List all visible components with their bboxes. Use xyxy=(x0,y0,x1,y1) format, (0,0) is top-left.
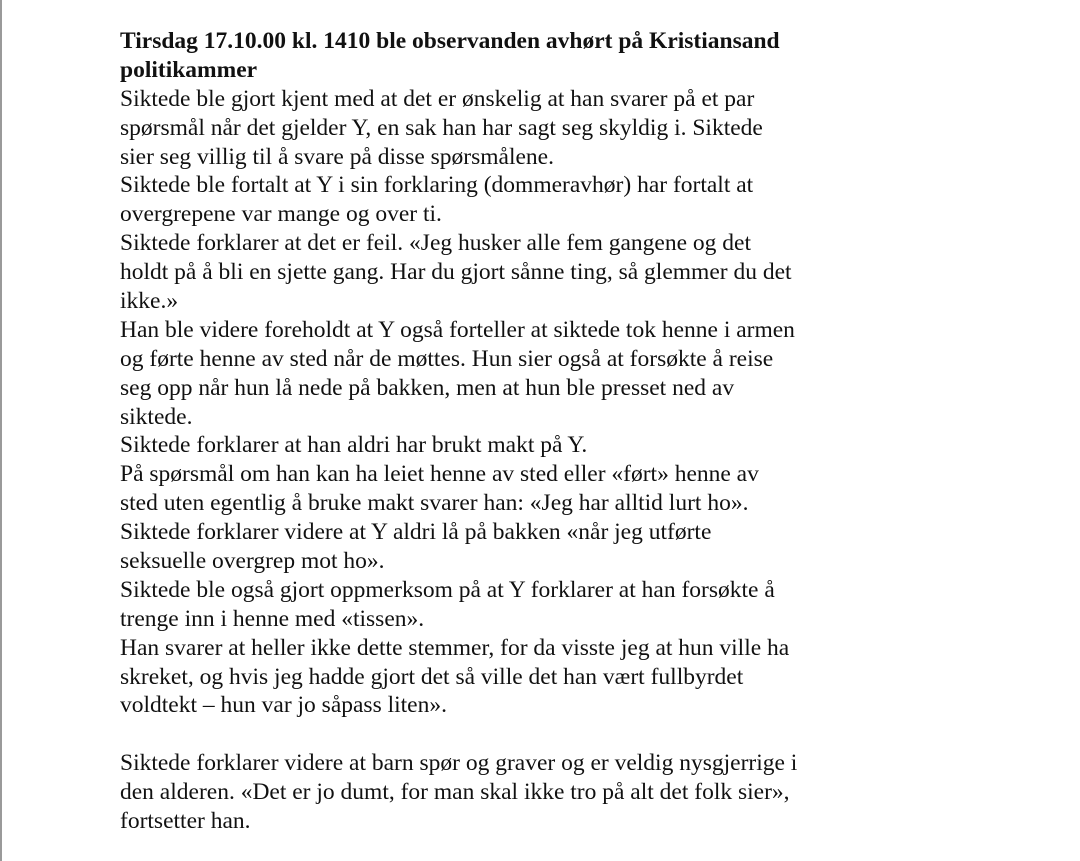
body-line: Han svarer at heller ikke dette stemmer, for da visste jeg at hun ville ha xyxy=(120,634,790,661)
body-line: Siktede ble gjort kjent med at det er ønskelig at han svarer på et par xyxy=(120,85,755,112)
blank-line xyxy=(120,720,1060,749)
document-page xyxy=(120,27,1060,836)
body-line: trenge inn i henne med «tissen». xyxy=(120,605,425,632)
closing-line: Siktede forklarer videre at barn spør og graver og er veldig nysgjerrige i xyxy=(120,750,798,777)
body-line: overgrepene var mange og over ti. xyxy=(120,201,442,228)
body-line: siktede. xyxy=(120,403,193,430)
body-line: Siktede forklarer videre at Y aldri lå på bakken «når jeg utførte xyxy=(120,519,712,546)
body-line: seksuelle overgrep mot ho». xyxy=(120,548,385,575)
body-line: sted uten egentlig å bruke makt svarer han: «Jeg har alltid lurt ho». xyxy=(120,490,749,517)
body-line: holdt på å bli en sjette gang. Har du gjort sånne ting, så glemmer du det xyxy=(120,259,792,286)
body-line: Siktede ble også gjort oppmerksom på at Y forklarer at han forsøkte å xyxy=(120,576,775,603)
body-line: skreket, og hvis jeg hadde gjort det så ville det han vært fullbyrdet xyxy=(120,663,744,690)
body-line: spørsmål når det gjelder Y, en sak han har sagt seg skyldig i. Siktede xyxy=(120,114,763,141)
body-paragraphs xyxy=(120,85,1060,721)
heading xyxy=(120,27,1060,85)
closing-line: den alderen. «Det er jo dumt, for man skal ikke tro på alt det folk sier», xyxy=(120,779,790,806)
closing-line: fortsetter han. xyxy=(120,808,251,835)
body-line: Siktede ble fortalt at Y i sin forklaring (dommeravhør) har fortalt at xyxy=(120,172,754,199)
body-line: voldtekt – hun var jo såpass liten». xyxy=(120,692,447,719)
body-line: ikke.» xyxy=(120,288,179,315)
title-line: Tirsdag 17.10.00 kl. 1410 ble observanden avhørt på Kristiansand xyxy=(120,28,780,54)
body-line: Han ble videre foreholdt at Y også forteller at siktede tok henne i armen xyxy=(120,316,795,343)
body-line: og førte henne av sted når de møttes. Hun sier også at forsøkte å reise xyxy=(120,345,774,372)
body-line: Siktede forklarer at han aldri har brukt makt på Y. xyxy=(120,432,588,459)
body-line: seg opp når hun lå nede på bakken, men at hun ble presset ned av xyxy=(120,374,735,401)
title-line: politikammer xyxy=(120,56,258,83)
body-line: På spørsmål om han kan ha leiet henne av sted eller «ført» henne av xyxy=(120,461,759,488)
page-edge xyxy=(0,0,2,861)
closing-paragraph xyxy=(120,749,1060,836)
body-line: Siktede forklarer at det er feil. «Jeg husker alle fem gangene og det xyxy=(120,230,751,257)
body-line: sier seg villig til å svare på disse spørsmålene. xyxy=(120,143,554,170)
